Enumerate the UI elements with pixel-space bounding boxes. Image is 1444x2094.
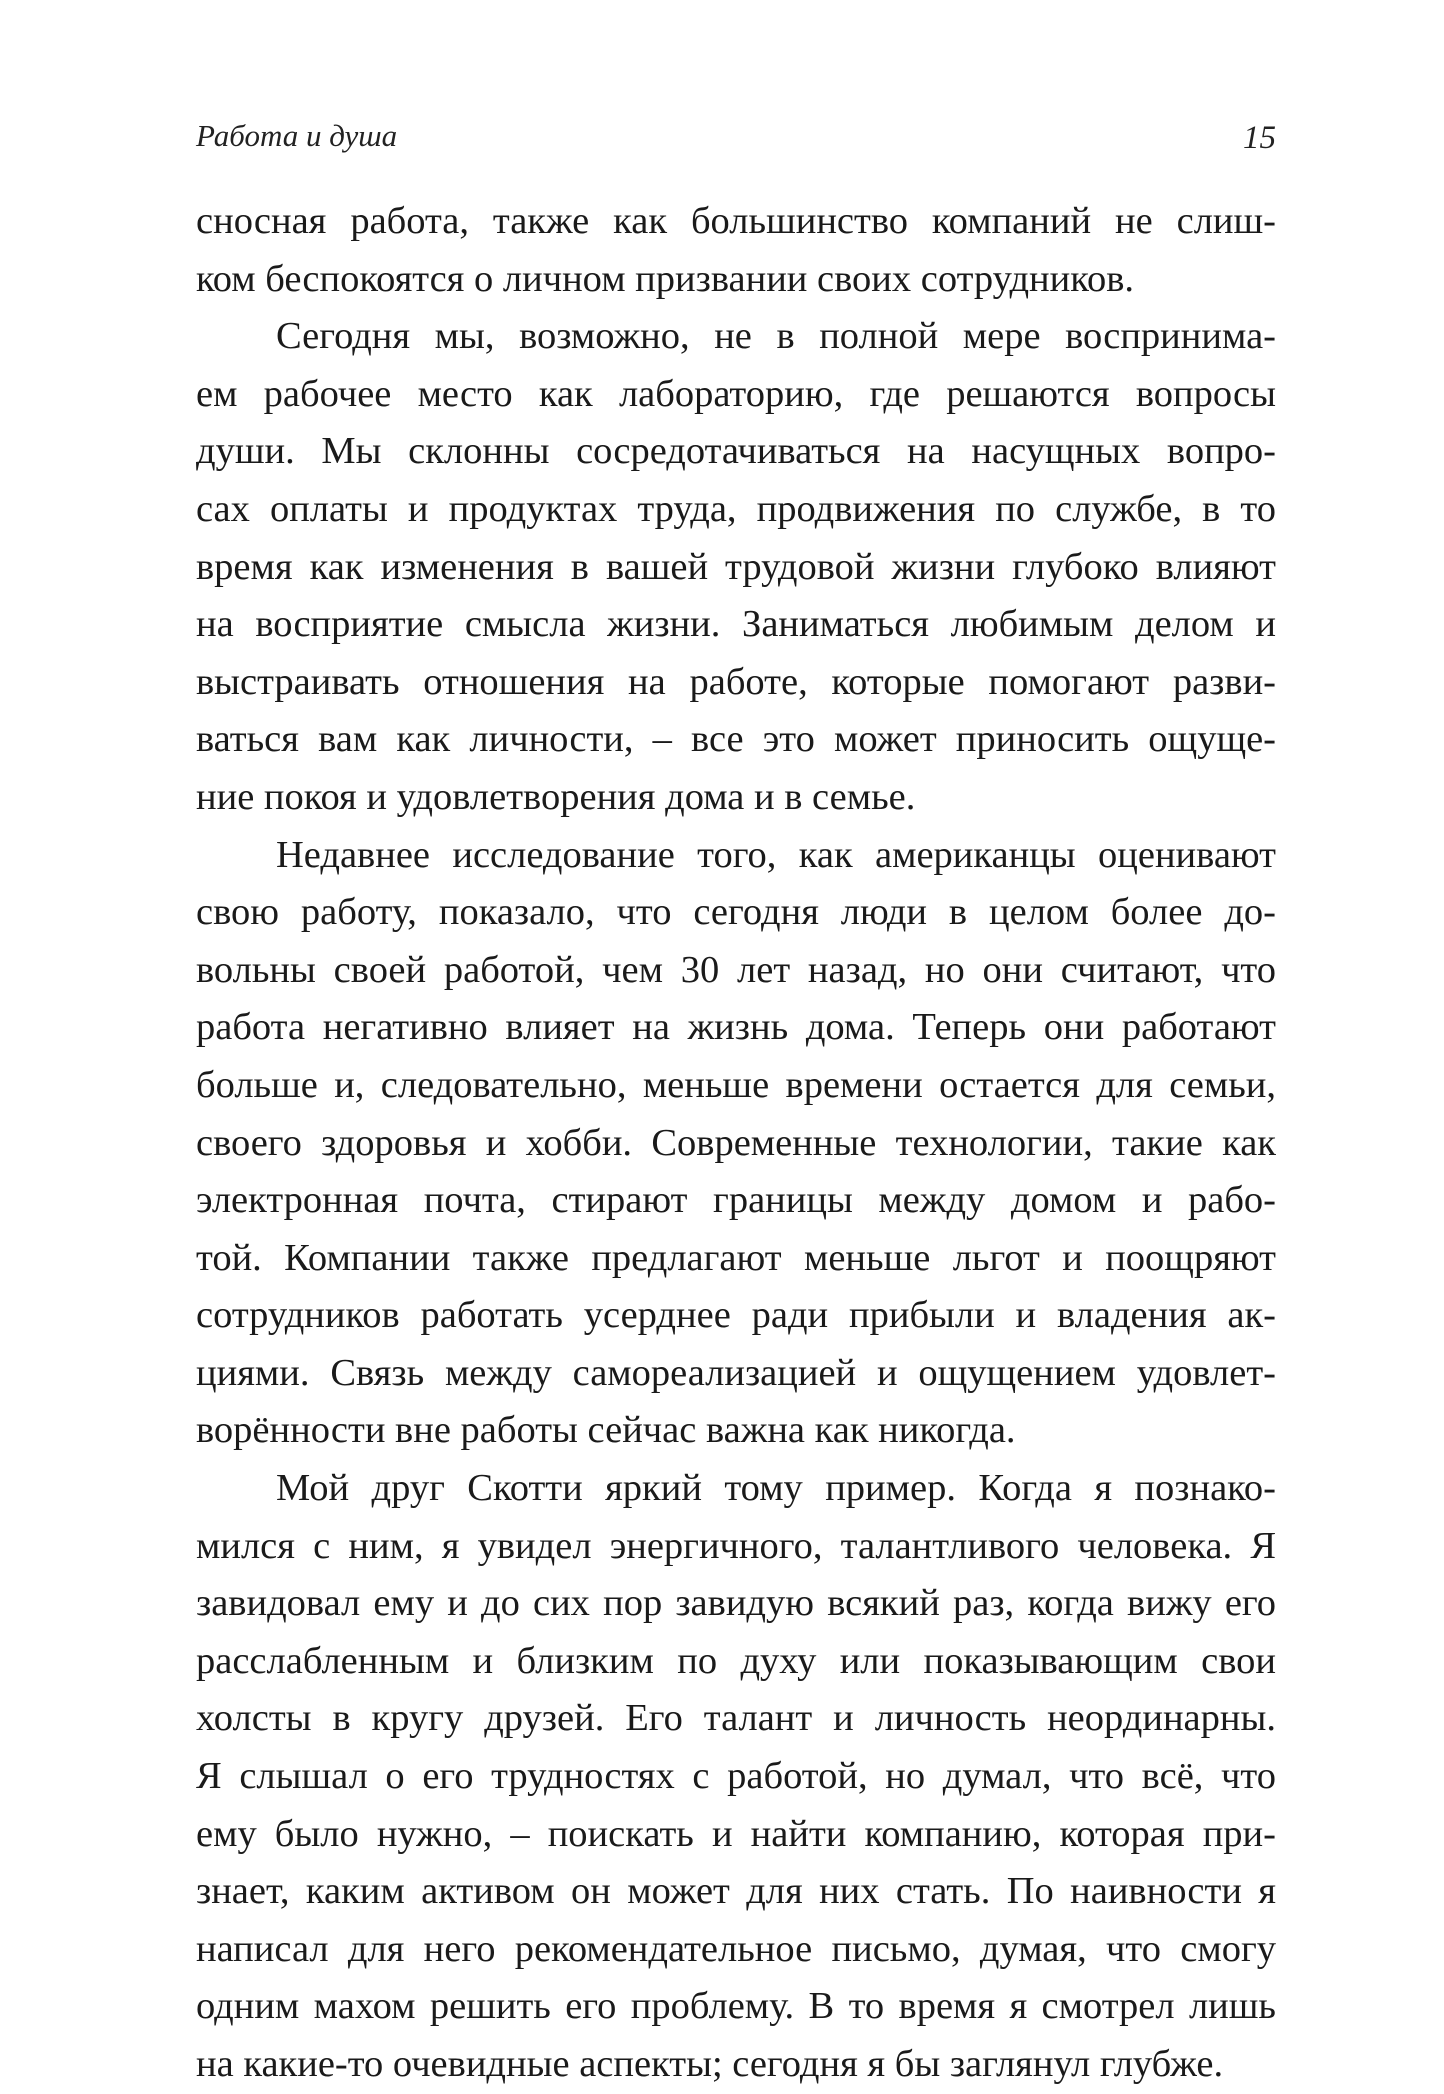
text-line: написал для него рекомендательное письмо, думая, что смогу — [196, 1927, 1276, 1970]
text-line: сносная работа, также как большинство компаний не слиш- — [196, 200, 1276, 242]
text-line: на восприятие смысла жизни. Заниматься любимым делом и — [196, 603, 1276, 646]
text-line: Сегодня мы, возможно, не в полной мере воспринима- — [276, 315, 1276, 358]
text-line: ком беспокоятся о личном призвании своих сотрудников. — [196, 257, 1135, 300]
text-line: знает, каким активом он может для них стать. По наивности я — [196, 1870, 1276, 1913]
text-line: циями. Связь между самореализацией и ощущением удовлет- — [196, 1351, 1276, 1394]
text-line: электронная почта, стирают границы между домом и рабо- — [196, 1179, 1276, 1222]
text-line: завидовал ему и до сих пор завидую всякий раз, когда вижу его — [196, 1582, 1276, 1625]
text-line: своего здоровья и хобби. Современные технологии, такие как — [196, 1121, 1276, 1164]
text-line: ему было нужно, – поискать и найти компанию, которая при- — [196, 1812, 1276, 1855]
text-line: выстраивать отношения на работе, которые помогают разви- — [196, 660, 1276, 703]
text-line: одним махом решить его проблему. В то время я смотрел лишь — [196, 1985, 1276, 2028]
text-line: Мой друг Скотти яркий тому пример. Когда я познако- — [276, 1467, 1276, 1510]
text-line: на какие-то очевидные аспекты; сегодня я бы заглянул глубже. — [196, 2043, 1224, 2085]
text-line: души. Мы склонны сосредотачиваться на насущных вопро- — [196, 430, 1276, 473]
text-line: той. Компании также предлагают меньше льгот и поощряют — [196, 1236, 1276, 1279]
body-text — [196, 193, 1276, 2094]
text-line: расслабленным и близким по духу или показывающим свои — [196, 1639, 1276, 1682]
text-line: Недавнее исследование того, как американцы оценивают — [276, 833, 1276, 876]
text-line: Я слышал о его трудностях с работой, но думал, что всё, что — [196, 1755, 1276, 1798]
text-line: мился с ним, я увидел энергичного, талантливого человека. Я — [196, 1524, 1276, 1567]
text-line: холсты в кругу друзей. Его талант и личность неординарны. — [196, 1697, 1276, 1740]
text-line: ние покоя и удовлетворения дома и в семье. — [196, 775, 916, 818]
text-line: сотрудников работать усерднее ради прибыли и владения ак- — [196, 1294, 1276, 1337]
text-line: больше и, следовательно, меньше времени остается для семьи, — [196, 1063, 1276, 1106]
running-head — [196, 118, 1276, 168]
text-line: время как изменения в вашей трудовой жизни глубоко влияют — [196, 545, 1276, 588]
text-line: свою работу, показало, что сегодня люди в целом более до- — [196, 891, 1276, 934]
text-line: ворённости вне работы сейчас важна как никогда. — [196, 1409, 1016, 1452]
text-line: вольны своей работой, чем 30 лет назад, но они считают, что — [196, 948, 1276, 991]
page-number: 15 — [1243, 120, 1276, 156]
text-line: сах оплаты и продуктах труда, продвижения по службе, в то — [196, 487, 1276, 530]
text-line: ем рабочее место как лабораторию, где решаются вопросы — [196, 372, 1276, 415]
running-title: Работа и душа — [196, 118, 398, 153]
text-line: работа негативно влияет на жизнь дома. Теперь они работают — [196, 1006, 1276, 1049]
text-line: ваться вам как личности, – все это может приносить ощуще- — [196, 718, 1276, 761]
